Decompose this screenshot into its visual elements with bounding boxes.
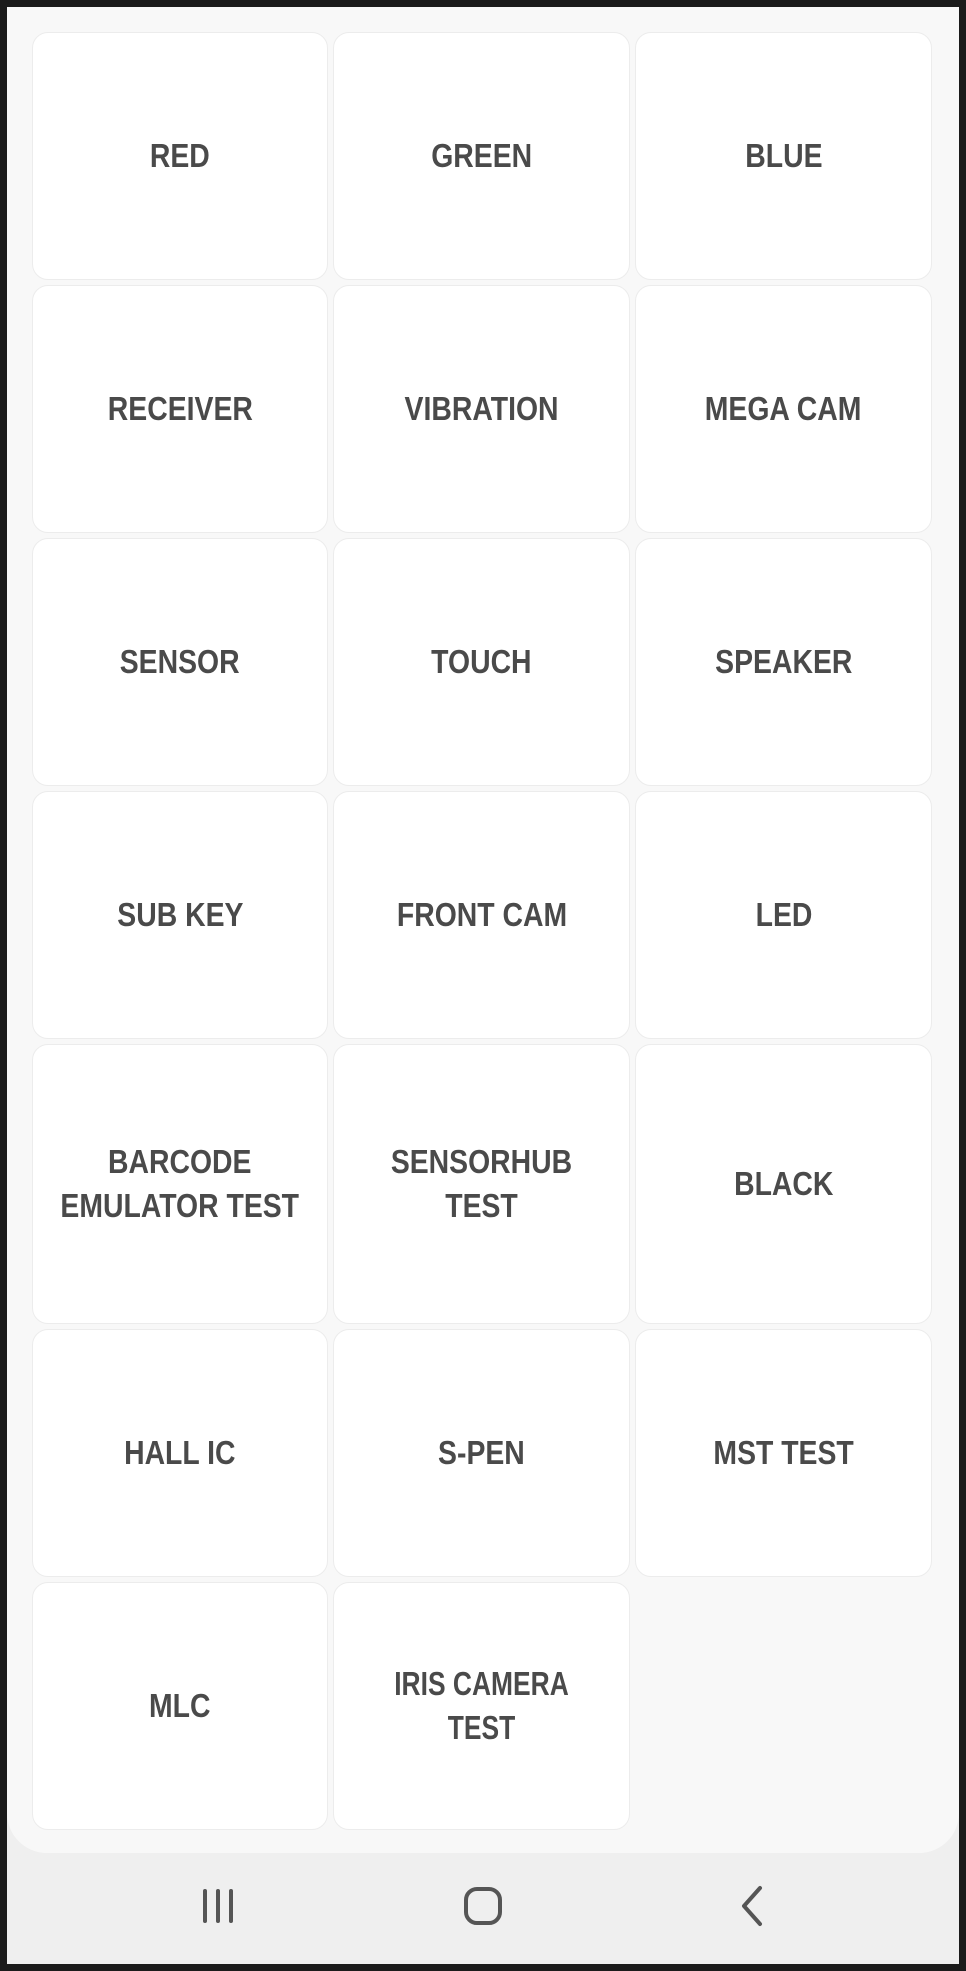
back-button[interactable]: [693, 1873, 813, 1943]
s-pen-test-button[interactable]: [333, 1329, 630, 1577]
back-icon: [733, 1884, 773, 1933]
green-test-button[interactable]: [333, 32, 630, 280]
blue-test-button[interactable]: [635, 32, 932, 280]
s-pen-test-label: S-PEN: [438, 1434, 525, 1471]
sub-key-test-label: SUB KEY: [116, 896, 244, 933]
navigation-bar: [7, 1853, 959, 1964]
recent-apps-icon: [198, 1886, 238, 1931]
mlc-test-label: MLC: [149, 1687, 211, 1724]
iris-camera-test-label: IRIS CAMERA TEST: [394, 1665, 569, 1746]
mega-cam-test-button[interactable]: [635, 285, 932, 533]
green-test-label: GREEN: [431, 137, 532, 174]
home-button[interactable]: [423, 1873, 543, 1943]
led-test-label: LED: [755, 896, 812, 933]
test-menu-grid: [7, 7, 959, 1853]
sensor-test-button[interactable]: [32, 538, 328, 786]
receiver-test-label: RECEIVER: [107, 390, 253, 427]
hall-ic-test-button[interactable]: [32, 1329, 328, 1577]
speaker-test-label: SPEAKER: [714, 643, 853, 680]
sub-key-test-button[interactable]: [32, 791, 328, 1039]
black-test-label: BLACK: [733, 1165, 834, 1202]
vibration-test-label: VIBRATION: [404, 390, 559, 427]
front-cam-test-label: FRONT CAM: [396, 896, 567, 933]
vibration-test-button[interactable]: [333, 285, 630, 533]
recent-apps-button[interactable]: [158, 1873, 278, 1943]
mst-test-label: MST TEST: [713, 1434, 854, 1471]
mega-cam-test-label: MEGA CAM: [705, 390, 862, 427]
front-cam-test-button[interactable]: [333, 791, 630, 1039]
home-icon: [461, 1884, 505, 1933]
touch-test-button[interactable]: [333, 538, 630, 786]
mlc-test-button[interactable]: [32, 1582, 328, 1830]
sensorhub-test-label: SENSORHUB TEST: [390, 1143, 573, 1224]
touch-test-label: TOUCH: [431, 643, 532, 680]
barcode-emulator-test-label: BARCODE EMULATOR TEST: [60, 1143, 300, 1224]
sensorhub-test-button[interactable]: [333, 1044, 630, 1324]
receiver-test-button[interactable]: [32, 285, 328, 533]
red-test-button[interactable]: [32, 32, 328, 280]
mst-test-button[interactable]: [635, 1329, 932, 1577]
blue-test-label: BLUE: [744, 137, 823, 174]
black-test-button[interactable]: [635, 1044, 932, 1324]
screen: [7, 7, 959, 1964]
hall-ic-test-label: HALL IC: [124, 1434, 236, 1471]
led-test-button[interactable]: [635, 791, 932, 1039]
sensor-test-label: SENSOR: [120, 643, 240, 680]
red-test-label: RED: [150, 137, 210, 174]
speaker-test-button[interactable]: [635, 538, 932, 786]
iris-camera-test-button[interactable]: [333, 1582, 630, 1830]
barcode-emulator-test-button[interactable]: [32, 1044, 328, 1324]
